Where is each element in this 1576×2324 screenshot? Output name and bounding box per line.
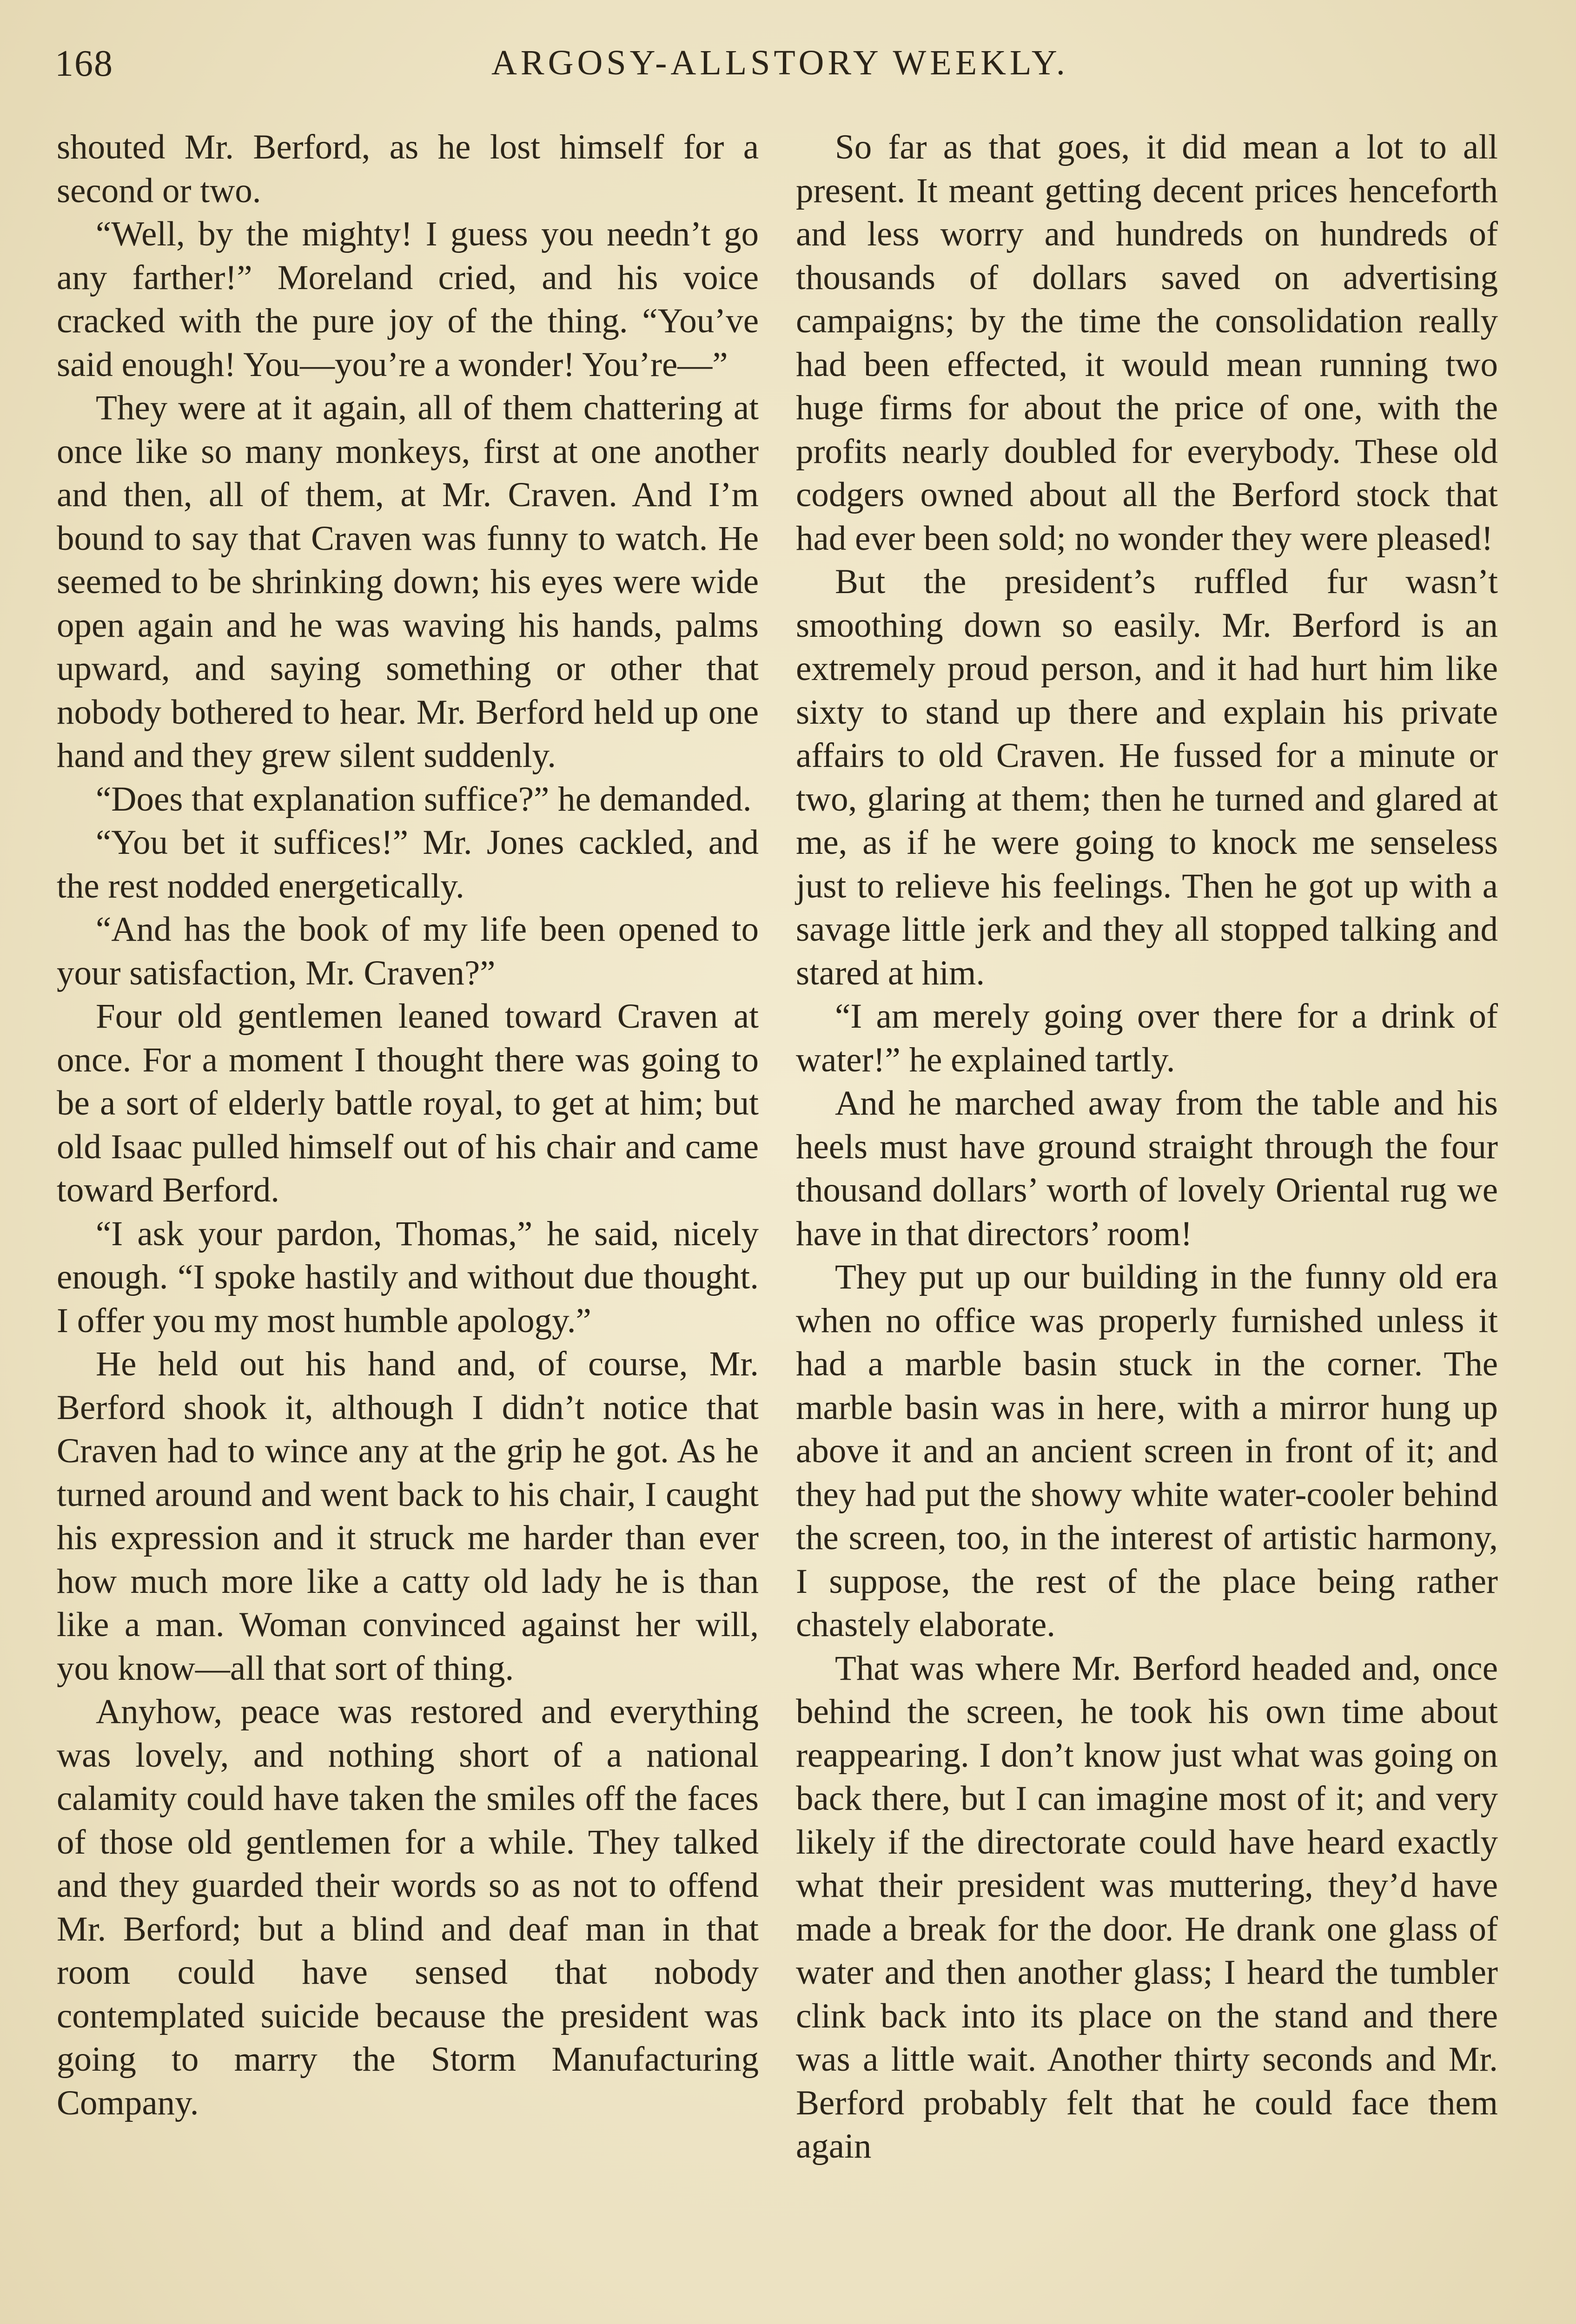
paragraph: That was where Mr. Berford headed and, once behind the screen, he took his own time about reappearing. I don’t know just what was going on back there, but I can imagine most of it; and very likely if the directorate could have heard exactly what their president was muttering, they’d have made a break for the door. He drank one glass of water and then another glass; I heard the tumbler clink back into its place on the stand and there was a little wait. Another thirty seconds and Mr. Berford probably felt that he could face them again [796, 1649, 1498, 2166]
paragraph: “You bet it suffices!” Mr. Jones cackled, and the rest nodded energetically. [57, 823, 759, 905]
paragraph: “Well, by the mighty! I guess you needn’t go any farther!” Moreland cried, and his voice cracked with the pure joy of the thing. “You’ve said enough! You—you’re a wonder! You’re—” [57, 215, 759, 384]
right-column [796, 125, 1498, 2168]
left-column [57, 125, 759, 2125]
paragraph: And he marched away from the table and his heels must have ground straight through the four thousand dollars’ worth of lovely Oriental rug we have in that directors’ room! [796, 1084, 1498, 1253]
paragraph: Four old gentlemen leaned toward Craven at once. For a moment I thought there was going to be a sort of elderly battle royal, to get at him; but old Isaac pulled himself out of his chair and came toward Berford. [57, 997, 759, 1209]
paragraph: They put up our building in the funny old era when no office was properly furnished unless it had a marble basin stuck in the corner. The marble basin was in here, with a mirror hung up above it and an ancient screen in front of it; and they had put the showy white water-cooler behind the screen, too, in the interest of artistic harmony, I suppose, the rest of the place being rather chastely elaborate. [796, 1258, 1498, 1644]
paragraph: “I am merely going over there for a drink of water!” he explained tartly. [796, 997, 1498, 1079]
paragraph: They were at it again, all of them chattering at once like so many monkeys, first at one another and then, all of them, at Mr. Craven. And I’m bound to say that Craven was funny to watch. He seemed to be shrinking down; his eyes were wide open again and he was waving his hands, palms upward, and saying something or other that nobody bothered to hear. Mr. Berford held up one hand and they grew silent suddenly. [57, 389, 759, 775]
page-number: 168 [55, 43, 113, 84]
paragraph: “I ask your pardon, Thomas,” he said, nicely enough. “I spoke hastily and without due thought. I offer you my most humble apology.” [57, 1214, 759, 1340]
paragraph: “And has the book of my life been opened to your satisfaction, Mr. Craven?” [57, 910, 759, 992]
paragraph: “Does that explanation suffice?” he demanded. [96, 779, 752, 819]
paragraph: Anyhow, peace was restored and everything was lovely, and nothing short of a national calamity could have taken the smiles off the faces of those old gentlemen for a while. They talked and they guarded their words so as not to offend Mr. Berford; but a blind and deaf man in that room could have sensed that nobody contemplated suicide because the president was going to marry the Storm Manufacturing Company. [57, 1692, 759, 2122]
paragraph: shouted Mr. Berford, as he lost himself for a second or two. [57, 128, 759, 210]
paragraph: But the president’s ruffled fur wasn’t smoothing down so easily. Mr. Berford is an extremely proud person, and it had hurt him like sixty to stand up there and explain his private affairs to old Craven. He fussed for a minute or two, glaring at them; then he turned and glared at me, as if he were going to knock me senseless just to relieve his feelings. Then he got up with a savage little jerk and they all stopped talking and stared at him. [796, 562, 1498, 992]
paragraph: He held out his hand and, of course, Mr. Berford shook it, although I didn’t notice that Craven had to wince any at the grip he got. As he turned around and went back to his chair, I caught his expression and it struck me harder than ever how much more like a catty old lady he is than like a man. Woman convinced against her will, you know—all that sort of thing. [57, 1345, 759, 1688]
running-title: ARGOSY-ALLSTORY WEEKLY. [491, 43, 1069, 82]
page-header [55, 43, 1505, 94]
paragraph: So far as that goes, it did mean a lot to all present. It meant getting decent prices henceforth and less worry and hundreds on hundreds of thousands of dollars saved on advertising campaigns; by the time the consolidation really had been effected, it would mean running two huge firms for about the price of one, with the profits nearly doubled for everybody. These old codgers owned about all the Berford stock that had ever been sold; no wonder they were pleased! [796, 128, 1498, 558]
